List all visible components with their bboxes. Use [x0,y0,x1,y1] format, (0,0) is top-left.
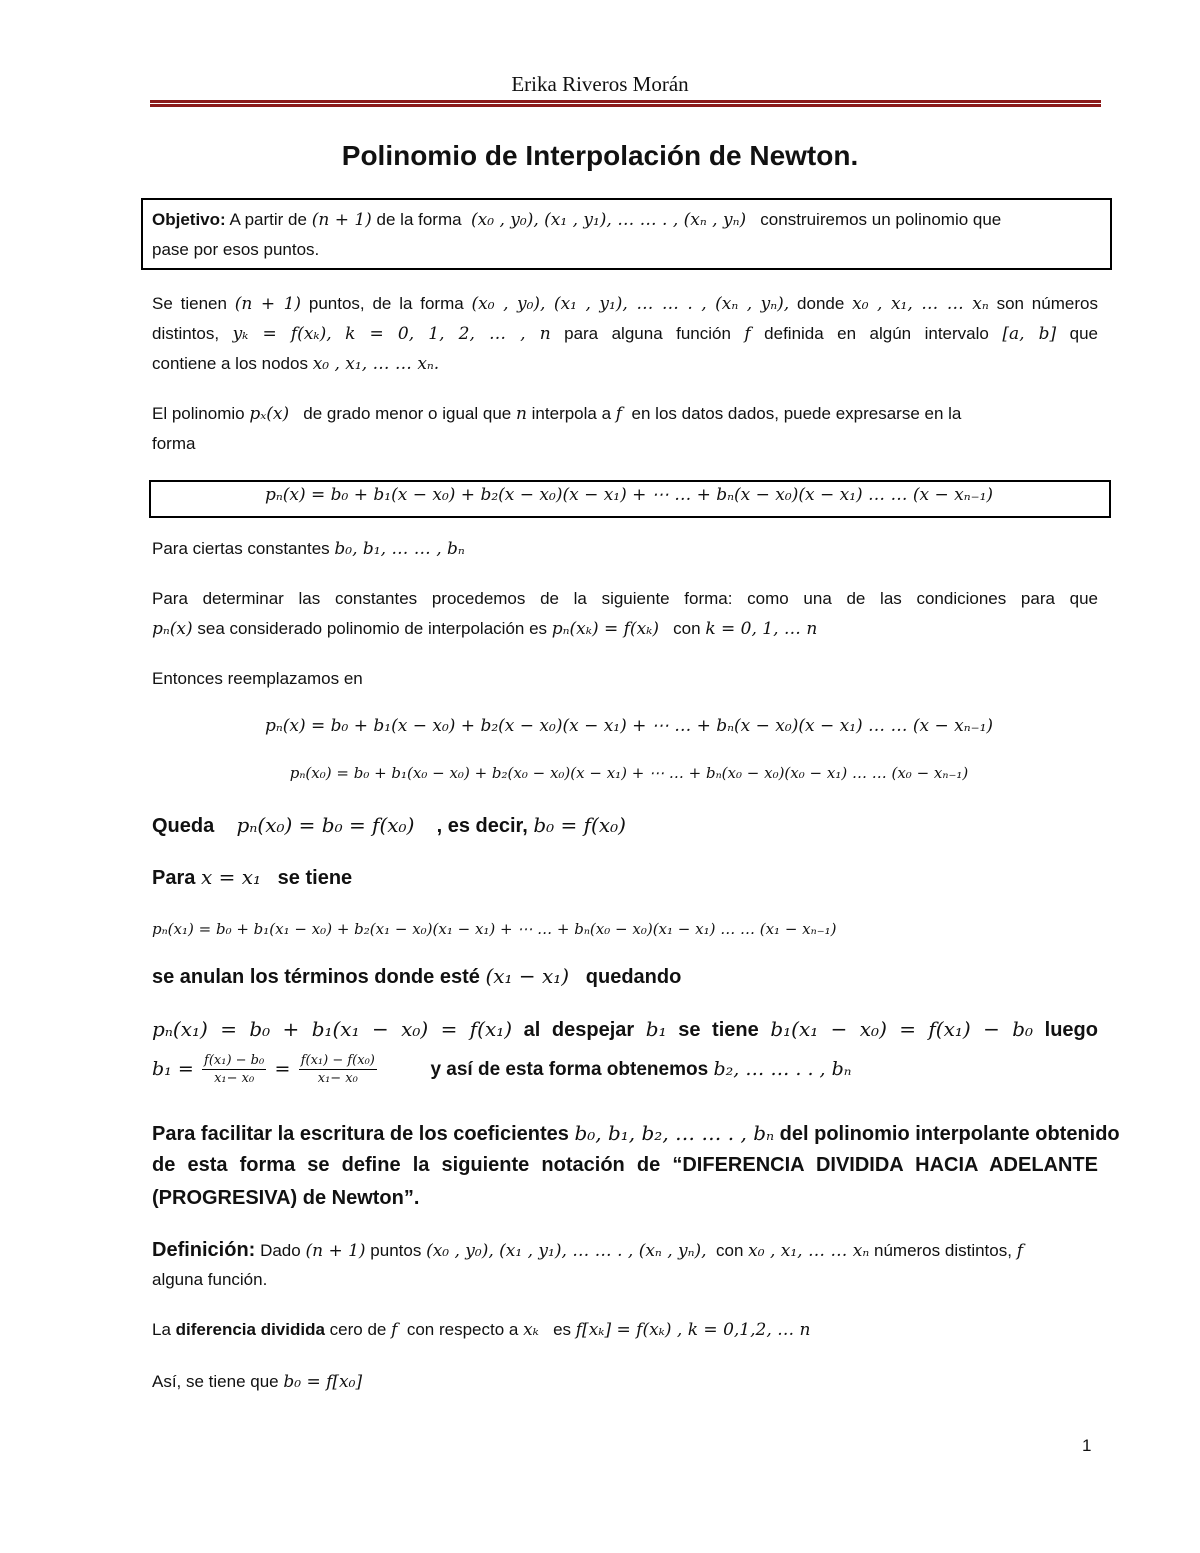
objective-line-2: pase por esos puntos. [152,240,320,259]
objective-line-1: Objetivo: A partir de (n + 1) de la forma (x₀ , y₀), (x₁ , y₁), … … . , (xₙ , yₙ) construiremos un polinomio que [152,210,1002,230]
facilitar-line-3: (PROGRESIVA) de Newton”. [152,1187,420,1209]
para3: Para ciertas constantes b₀, b₁, … … , bₙ [152,539,465,559]
definicion-label: Definición: [152,1239,256,1261]
diferencia-cero-line: La diferencia dividida cero de f con respecto a xₖ es f[xₖ] = f(xₖ) , k = 0,1,2, … n [152,1320,811,1340]
para1-line-1: Se tienen (n + 1) puntos, de la forma (x₀ , y₀), (x₁ , y₁), … … . , (xₙ , yₙ), donde x₀ , x₁, … … xₙ son números [152,294,1098,314]
fraction-1: $\frac{\text{f(x₁) − b₀}}{\text{x₁− x₀}}$ [204,1053,265,1087]
anulan-line: se anulan los términos donde esté (x₁ − x₁) quedando [152,964,682,988]
header-rule [150,100,1101,103]
header-rule-secondary [150,104,1101,107]
para2-line-2: forma [152,434,196,453]
b1-fraction-line: b₁ = $\frac{\text{f(x₁) − b₀}}{\text{x₁− x₀}}$ = $\frac{\text{f(x₁) − f(x₀)}}{\text{x₁− x₀}}$ y así de esta forma obtenemos b₂, … … . . , bₙ [152,1053,852,1087]
para4-line-1: Para determinar las constantes procedemos de la siguiente forma: como una de las condiciones para que [152,589,1098,608]
para1-line-2: distintos, yₖ = f(xₖ), k = 0, 1, 2, … , n para alguna función f definida en algún intervalo [a, b] que [152,324,1098,344]
facilitar-line-1: Para facilitar la escritura de los coeficientes b₀, b₁, b₂, … … . , bₙ del polinomio interpolante obtenido [152,1121,1120,1145]
definicion-line-1: Definición: Dado (n + 1) puntos (x₀ , y₀), (x₁ , y₁), … … . , (xₙ , yₙ), con x₀ , x₁, … … xₙ números distintos, f [152,1239,1023,1261]
para4-line-2: pₙ(x) sea considerado polinomio de interpolación es pₙ(xₖ) = f(xₖ) con k = 0, 1, … n [152,619,818,639]
asi-line: Así, se tiene que b₀ = f[x₀] [152,1372,363,1392]
para1-line-3: contiene a los nodos x₀ , x₁, … … xₙ. [152,354,440,374]
para2-line-1: El polinomio pₓ(x) de grado menor o igual que n interpola a f en los datos dados, puede expresarse en la [152,404,962,424]
facilitar-line-2: de esta forma se define la siguiente notación de “DIFERENCIA DIVIDIDA HACIA ADELANTE [152,1154,1098,1176]
equation-1: pₙ(x) = b₀ + b₁(x − x₀) + b₂(x − x₀)(x − x₁) + ⋯ … + bₙ(x − x₀)(x − x₁) … … (x − xₙ₋₁) [264,716,994,736]
equation-3: pₙ(x₁) = b₀ + b₁(x₁ − x₀) + b₂(x₁ − x₀)(x₁ − x₁) + ⋯ … + bₙ(x₀ − x₀)(x₁ − x₁) … … (x₁ − xₙ₋₁) [152,920,837,938]
queda-line: Queda pₙ(x₀) = b₀ = f(x₀) , es decir, b₀ = f(x₀) [152,813,626,837]
para-x1-line: Para x = x₁ se tiene [152,865,353,889]
page-title: Polinomio de Interpolación de Newton. [341,140,859,171]
objective-label: Objetivo: [152,210,226,229]
equation-2: pₙ(x₀) = b₀ + b₁(x₀ − x₀) + b₂(x₀ − x₀)(x − x₁) + ⋯ … + bₙ(x₀ − x₀)(x₀ − x₁) … … (x₀ − xₙ₋₁) [289,764,969,782]
definicion-line-2: alguna función. [152,1270,268,1289]
header-author: Erika Riveros Morán [511,72,689,96]
boxed-formula: pₙ(x) = b₀ + b₁(x − x₀) + b₂(x − x₀)(x − x₁) + ⋯ … + bₙ(x − x₀)(x − x₁) … … (x − xₙ₋₁) [264,485,994,505]
despejar-line: pₙ(x₁) = b₀ + b₁(x₁ − x₀) = f(x₁) al despejar b₁ se tiene b₁(x₁ − x₀) = f(x₁) − b₀ luego [152,1017,1098,1041]
fraction-2: $\frac{\text{f(x₁) − f(x₀)}}{\text{x₁− x₀}}$ [300,1053,375,1087]
para5: Entonces reemplazamos en [152,669,363,688]
page-number: 1 [1082,1436,1092,1455]
